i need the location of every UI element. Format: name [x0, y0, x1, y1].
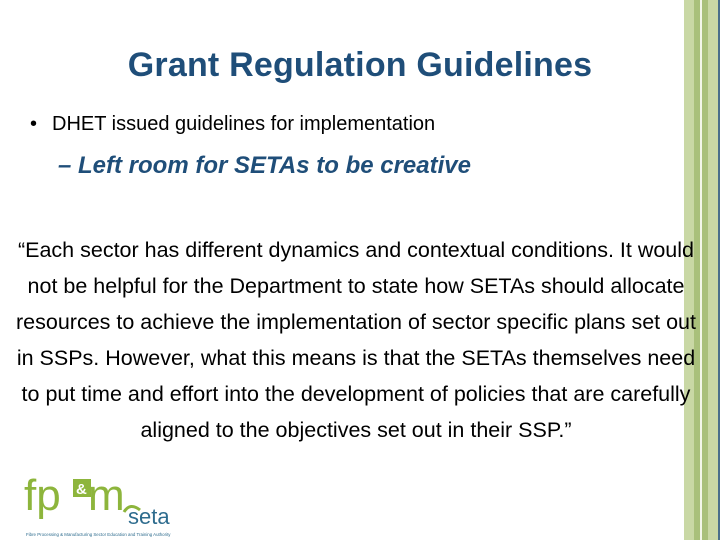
logo-wordmark-left: fp	[24, 472, 61, 520]
sub-bullet-item: – Left room for SETAs to be creative	[58, 152, 471, 179]
bullet-marker: •	[30, 113, 38, 135]
bullet-item	[30, 113, 435, 136]
quote-text: “Each sector has different dynamics and contextual conditions. It would not be helpful for the Department to state how SETAs should allocate resources to achieve the implementation of sector specific plans set out in SSPs. However, what this means is that the SETAs themselves need to put time and effort into the development of policies that are carefully aligned to the objectives set out in their SSP.”	[16, 238, 696, 442]
logo-wordmark-amp: &	[76, 481, 87, 498]
logo-graphic	[24, 472, 224, 540]
slide-title: Grant Regulation Guidelines	[127, 46, 593, 84]
logo-wordmark-sub: seta	[128, 504, 170, 529]
bullet-text: DHET issued guidelines for implementation	[52, 113, 436, 135]
fpm-seta-logo	[24, 472, 224, 540]
logo-wordmark-right: m	[88, 472, 125, 520]
logo-tagline: Fibre Processing & Manufacturing Sector Education and Training Authority	[26, 532, 171, 537]
